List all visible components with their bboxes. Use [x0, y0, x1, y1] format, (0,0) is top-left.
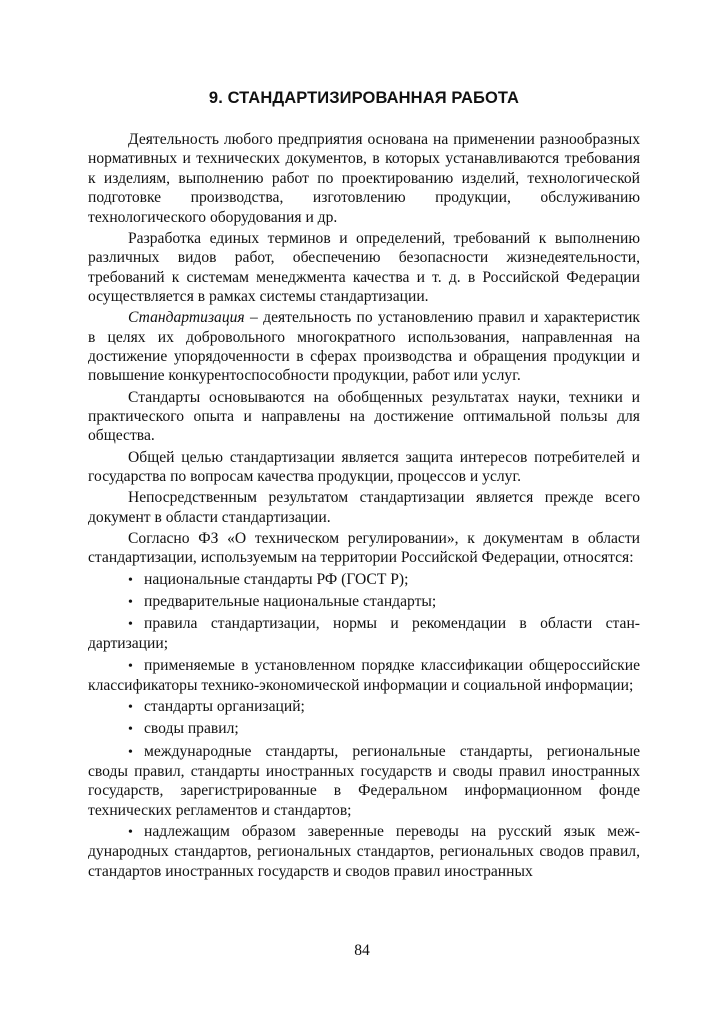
list-item-text: своды правил; [144, 720, 239, 738]
paragraph-terms: Разработка единых терминов и определений, требований к выполнению различных видов работ, обеспечению безопасности жизнедеятельности, требований к системам менеджмента качества и т. д. в Российской Федерации осуществляется в рамках системы стандартизации. [88, 229, 640, 306]
paragraph-standards-basis: Стандарты основываются на обобщенных результатах науки, техники и практического опыта и направлены на достижение оптимальной пользы для общества. [88, 388, 640, 445]
paragraph-result: Непосредственным результатом стандартизации является прежде всего документ в области стандартизации. [88, 489, 640, 526]
list-item [88, 822, 640, 881]
paragraph-law: Согласно ФЗ «О техническом регулировании», к документам в области стандартизации, используемым на территории Российской Федерации, относятся: [88, 529, 640, 567]
definition-term: Стандартизация [128, 309, 245, 327]
paragraph-goal: Общей целью стандартизации является защита интересов потребителей и государства по вопросам качества продукции, процессов и услуг. [88, 448, 640, 486]
list-item [88, 592, 640, 612]
list-item-text: предварительные национальные стандарты; [144, 592, 437, 610]
paragraph-intro: Деятельность любого предприятия основана на применении разнообразных нормативных и технических документов, в которых устанавливаются требования к изделиям, выполнению работ по проектированию изделий, технологической подготовке производства, изготовлению продукции, обслуживанию технологического оборудования и др. [88, 131, 640, 226]
list-item [88, 570, 640, 590]
list-item [88, 656, 640, 696]
bullet-icon: • [128, 658, 133, 674]
bullet-icon: • [128, 722, 133, 738]
bullet-icon: • [128, 824, 133, 840]
bullet-icon: • [128, 616, 133, 632]
list-item-text: правила стандартизации, нормы и рекомендации в области стандартизации; [88, 614, 640, 653]
document-types-list [88, 570, 640, 882]
list-item-text: международные стандарты, региональные стандарты, региональные своды правил, стандарты иностранных государств и своды правил иностранных государств, зарегистрированные в Федеральном информационном фонде технических регламентов и стандартов; [88, 742, 640, 819]
list-item [88, 697, 640, 717]
page-title: 9. СТАНДАРТИЗИРОВАННАЯ РАБОТА [208, 89, 520, 107]
page-number: 84 [354, 942, 370, 959]
list-item [88, 719, 640, 739]
definition-text: – деятельность по установлению правил и характеристик в целях их добровольного многократного использования, направленная на достижение упорядоченности в сферах производства и обращения продукции и повышение конкурентоспособности продукции, работ или услуг. [88, 309, 640, 385]
list-item-text: стандарты организаций; [144, 698, 305, 716]
list-item-text: национальные стандарты РФ (ГОСТ Р); [144, 570, 409, 588]
list-item-text: применяемые в установленном порядке классификации общероссийские классификаторы технико-экономической информации и социальной информации; [88, 656, 640, 694]
paragraph-definition [88, 308, 640, 386]
list-item [88, 742, 640, 821]
bullet-icon: • [128, 572, 133, 588]
bullet-icon: • [128, 700, 133, 716]
list-item [88, 614, 640, 654]
page-content [88, 88, 640, 883]
bullet-icon: • [128, 594, 133, 610]
list-item-text: надлежащим образом заверенные переводы на русский язык международных стандартов, региональных стандартов, региональных сводов правил, стандартов иностранных государств и сводов правил иностранных [88, 822, 640, 880]
bullet-icon: • [128, 744, 133, 760]
